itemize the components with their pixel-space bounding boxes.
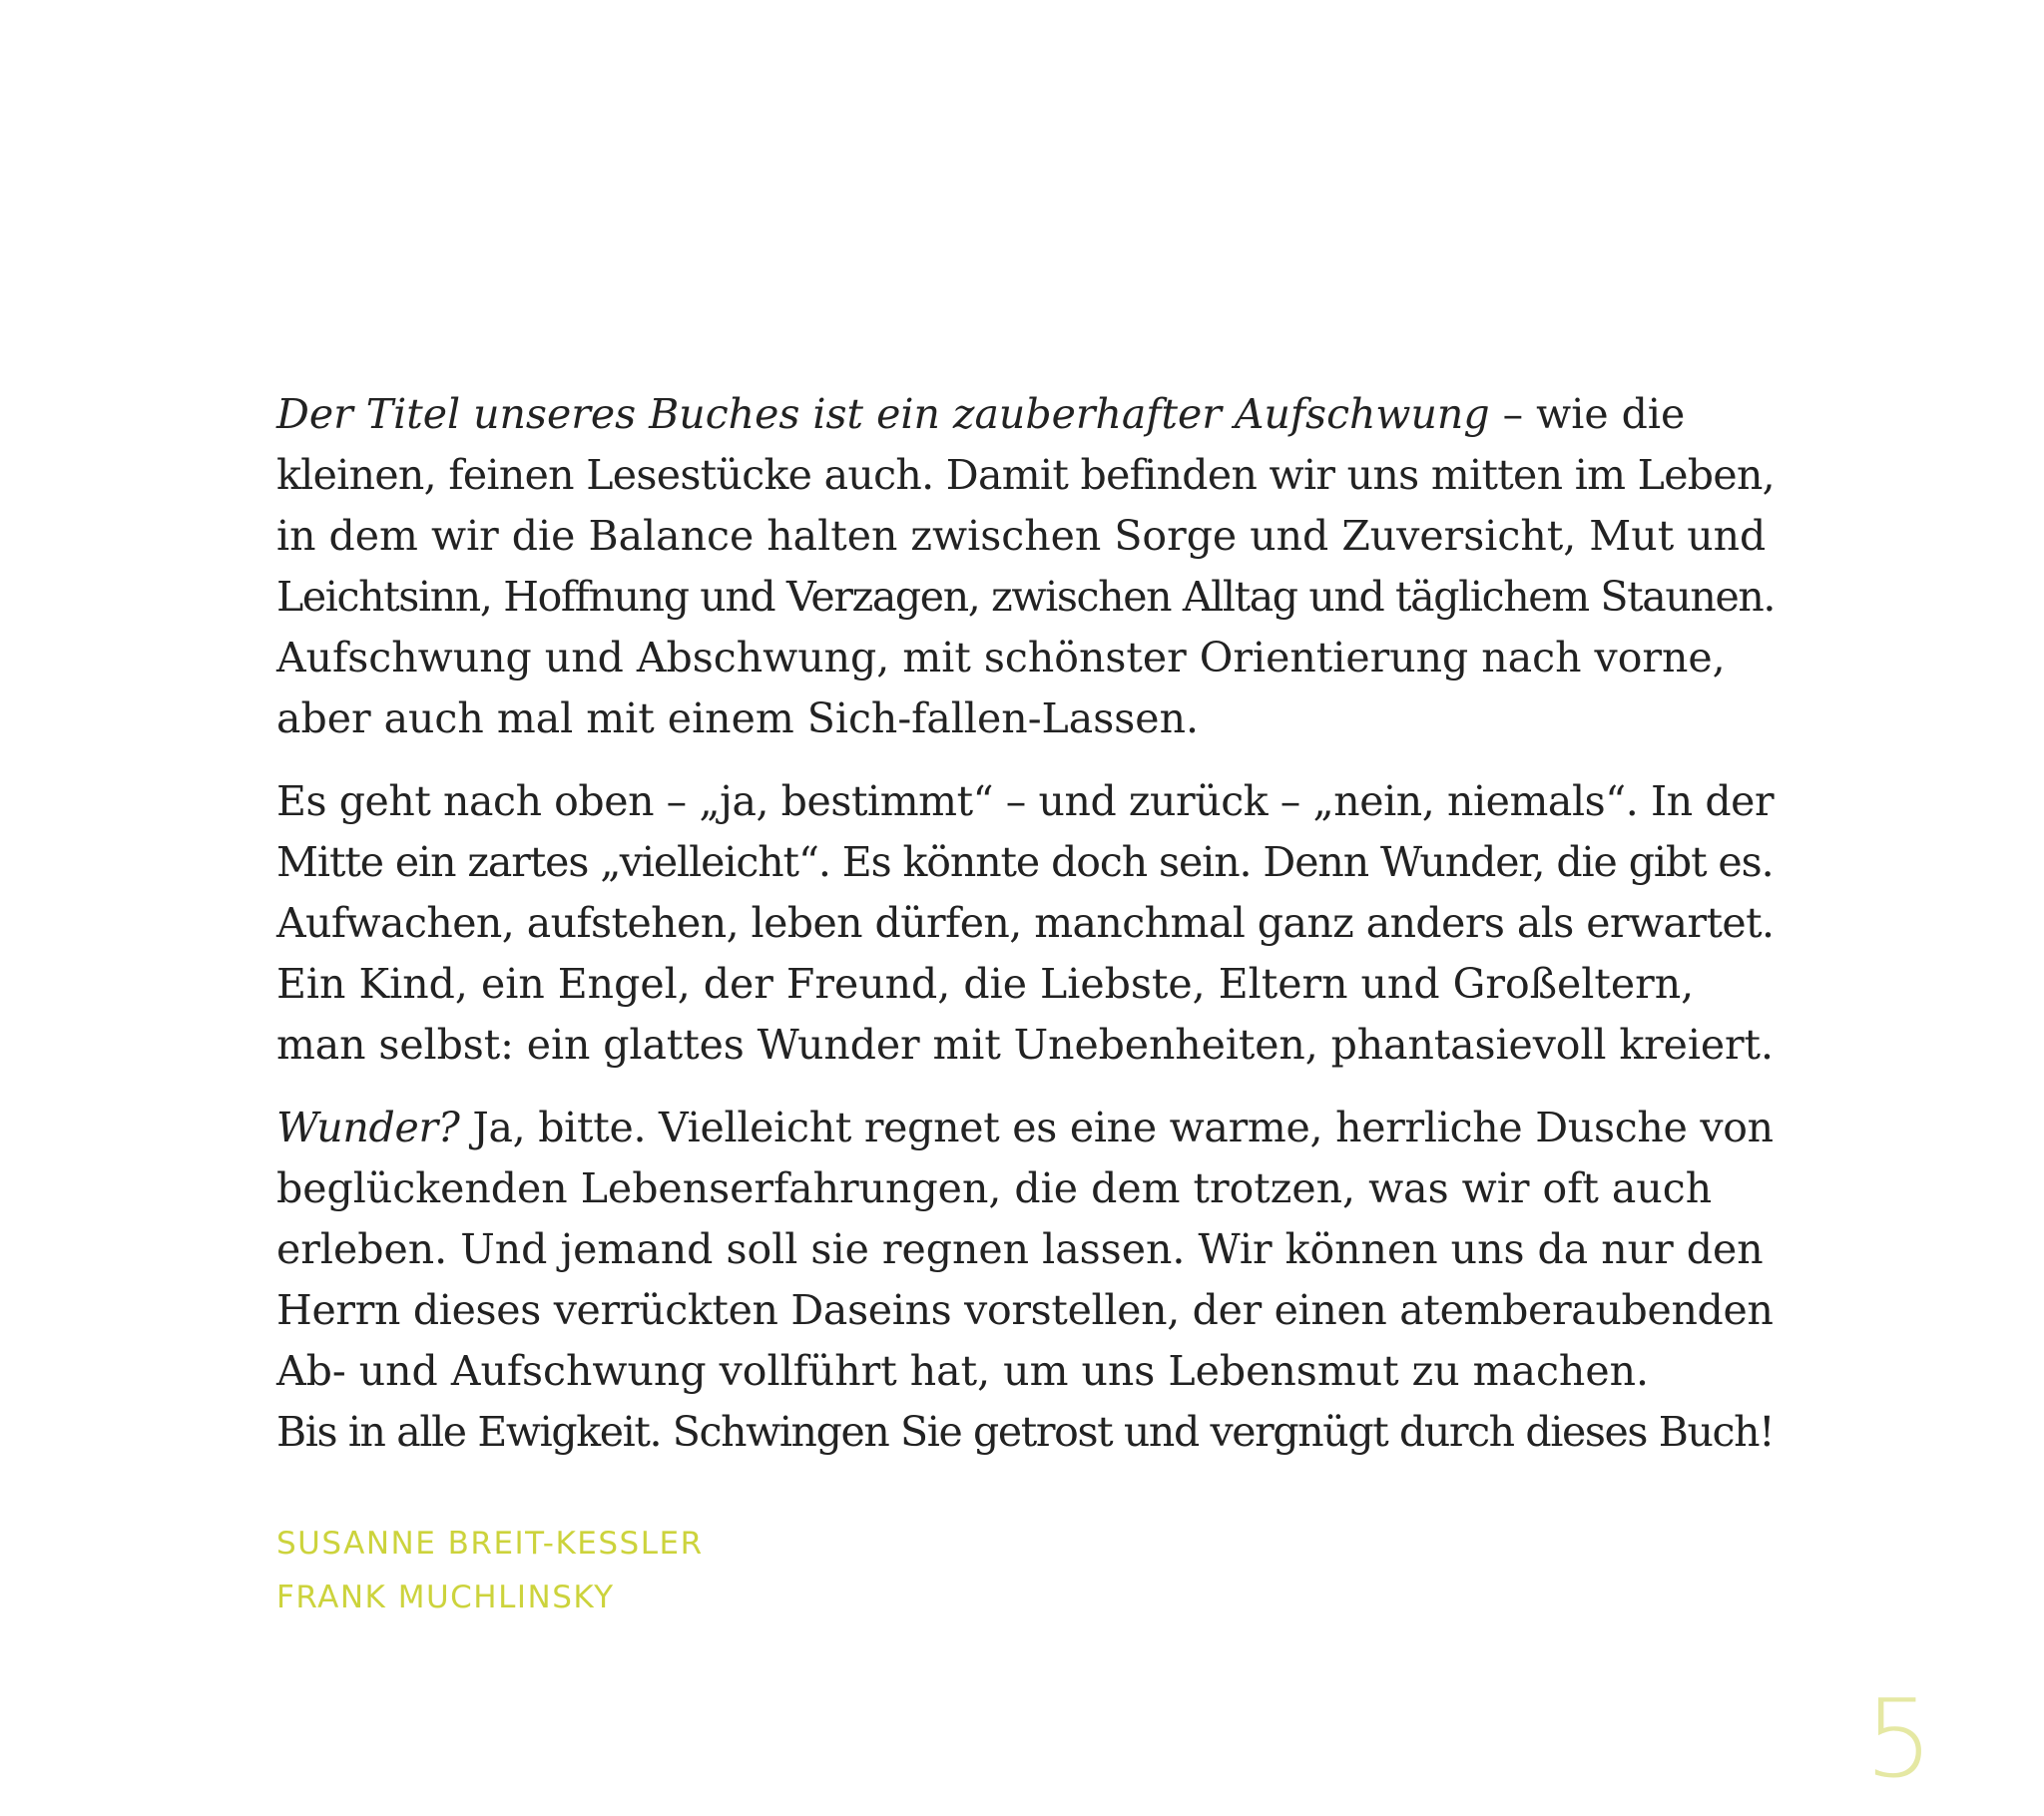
text-line: Ein Kind, ein Engel, der Freund, die Liebste, Eltern und Großeltern, <box>276 960 1695 1008</box>
author-name: FRANK MUCHLINSKY <box>276 1580 615 1615</box>
paragraph-3 <box>276 1098 1774 1463</box>
foreword-text <box>276 384 1774 1463</box>
text-line: Aufschwung und Abschwung, mit schönster Orientierung nach vorne, <box>276 634 1726 681</box>
text-line <box>276 1098 1774 1158</box>
paragraph-2 <box>276 771 1774 1076</box>
author-signature <box>276 1517 704 1624</box>
text-line: in dem wir die Balance halten zwischen Sorge und Zuversicht, Mut und <box>276 512 1767 560</box>
text-line <box>276 384 1774 445</box>
text-line: aber auch mal mit einem Sich-fallen-Lassen. <box>276 694 1200 742</box>
text-line: erleben. Und jemand soll sie regnen lassen. Wir können uns da nur den <box>276 1225 1764 1273</box>
author-name: SUSANNE BREIT-KESSLER <box>276 1526 704 1562</box>
book-title-italic: Der Titel unseres Buches ist ein zauberhafter Aufschwung <box>276 390 1490 438</box>
text-line: Ab- und Aufschwung vollführt hat, um uns Lebensmut zu machen. <box>276 1347 1650 1395</box>
text-line: Aufwachen, aufstehen, leben dürfen, manchmal ganz anders als erwartet. <box>276 899 1775 947</box>
wunder-italic: Wunder? <box>276 1104 460 1151</box>
text-line: Mitte ein zartes „vielleicht“. Es könnte doch sein. Denn Wunder, die gibt es. <box>276 838 1774 886</box>
text-line: man selbst: ein glattes Wunder mit Unebenheiten, phantasievoll kreiert. <box>276 1021 1774 1069</box>
text-line: beglückenden Lebenserfahrungen, die dem trotzen, was wir oft auch <box>276 1164 1713 1212</box>
page-number: 5 <box>1864 1677 1933 1802</box>
text-line: Herrn dieses verrückten Daseins vorstellen, der einen atemberaubenden <box>276 1286 1774 1334</box>
text-line: Leichtsinn, Hoffnung und Verzagen, zwischen Alltag und täglichem Staunen. <box>276 573 1776 621</box>
text-run: – wie die <box>1489 390 1686 438</box>
text-line: Es geht nach oben – „ja, bestimmt“ – und zurück – „nein, niemals“. In der <box>276 777 1775 825</box>
paragraph-1 <box>276 384 1774 749</box>
text-line: Bis in alle Ewigkeit. Schwingen Sie getrost und vergnügt durch dieses Buch! <box>276 1408 1775 1456</box>
text-line: kleinen, feinen Lesestücke auch. Damit befinden wir uns mitten im Leben, <box>276 451 1776 499</box>
text-run: Ja, bitte. Vielleicht regnet es eine warme, herrliche Dusche von <box>459 1104 1774 1151</box>
